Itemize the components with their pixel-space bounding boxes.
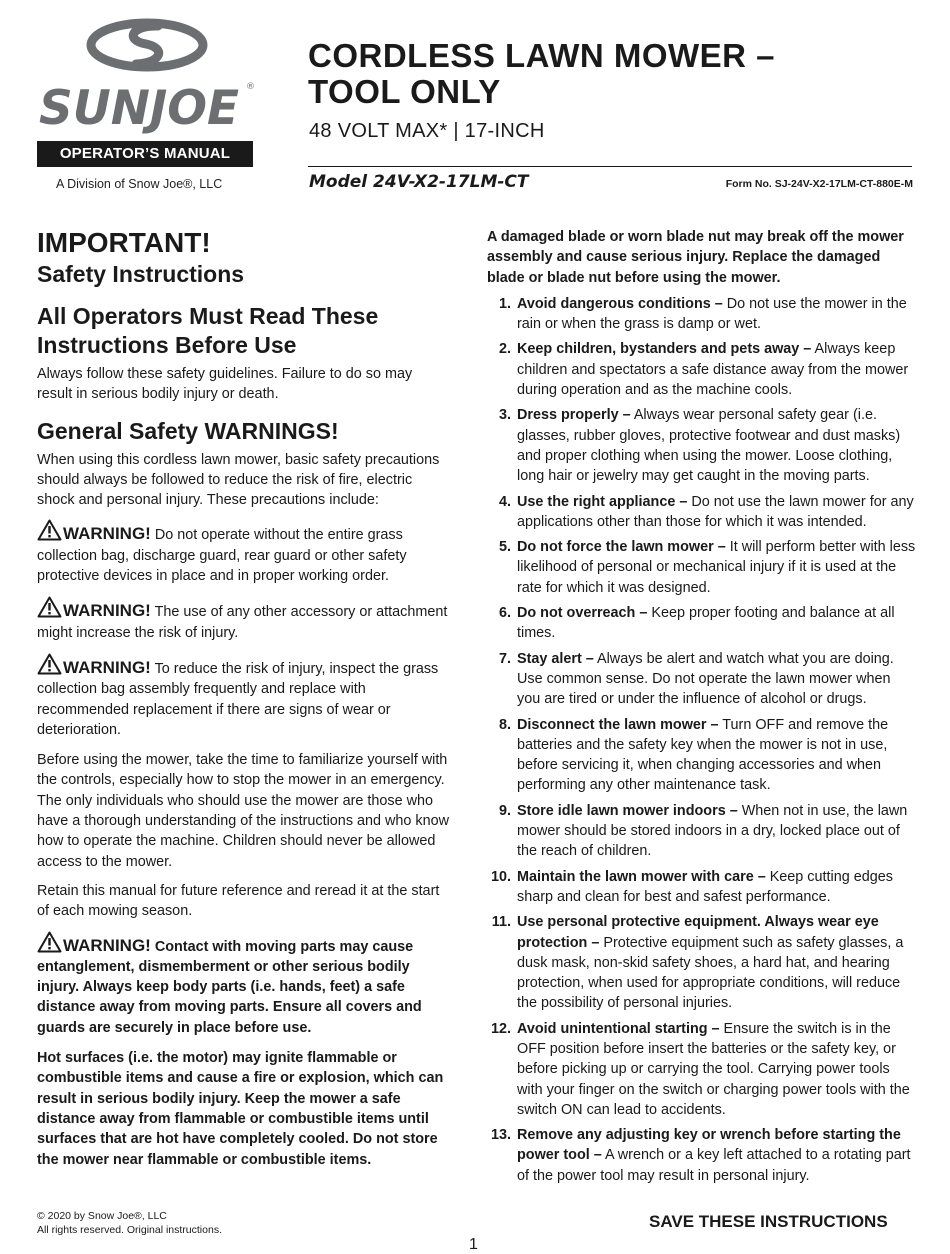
item-title: Do not force the lawn mower – <box>517 539 726 556</box>
warning-label: WARNING! <box>63 524 151 544</box>
item-title: Use personal protective equipment. Always wear eye protection – <box>517 914 879 951</box>
item-text: Protective equipment such as safety glasses, a dusk mask, non-skid safety shoes, a hard hat, and hearing protection, when used for appropriate conditions, will reduce the possibility of personal injuries. <box>517 934 904 1012</box>
item-text: Do not use the lawn mower for any applications other than those for which it was intended. <box>517 493 914 530</box>
item-number: 2. <box>498 341 511 358</box>
item-number: 13. <box>490 1127 511 1144</box>
document-subtitle: 48 VOLT MAX* | 17-INCH <box>309 120 545 142</box>
rights-line: All rights reserved. Original instructions. <box>37 1224 222 1236</box>
item-number: 7. <box>498 650 511 667</box>
document-title <box>308 38 868 110</box>
item-text: Always keep children and spectators a safe distance away from the mower during operation and as the machine cools. <box>517 341 909 399</box>
general-warnings-heading: General Safety WARNINGS! <box>37 417 339 444</box>
warning-triangle-icon <box>37 653 62 675</box>
item-text: Keep cutting edges sharp and clean for best and safest performance. <box>517 868 893 905</box>
item-title: Store idle lawn mower indoors – <box>517 802 738 819</box>
list-item <box>487 867 917 908</box>
warning-block <box>37 653 449 740</box>
warning-text: Do not operate without the entire grass collection bag, discharge guard, rear guard or other safety protective devices in place and in proper working order. <box>37 527 407 585</box>
list-item <box>487 801 917 862</box>
item-number: 12. <box>490 1020 511 1037</box>
item-text: When not in use, the lawn mower should be stored indoors in a dry, locked place out of the reach of children. <box>517 802 908 860</box>
damaged-blade-text: A damaged blade or worn blade nut may break off the mower assembly and cause serious injury. Replace the damaged blade or blade nut before using the mower. <box>487 229 904 286</box>
list-item <box>487 715 917 796</box>
all-operators-heading: All Operators Must Read These Instructions Before Use <box>37 303 379 358</box>
item-text: Always be alert and watch what you are doing. Use common sense. Do not operate the lawn mower when you are tired or under the influence of alcohol or drugs. <box>517 650 894 708</box>
item-number: 9. <box>498 802 511 819</box>
list-item <box>487 912 917 1013</box>
safety-instructions-heading: Safety Instructions <box>37 261 245 287</box>
safety-list <box>487 294 917 1186</box>
before-using-text: Before using the mower, take the time to familiarize yourself with the controls, especially how to stop the mower in an emergency. The only individuals who should use the mower are those who have a thorough understanding of the instructions and who know how to operate the machine. Children should never be allowed access to the mower. <box>37 752 450 870</box>
item-title: Stay alert – <box>517 650 594 667</box>
sunjoe-logo <box>36 16 258 134</box>
item-text: Do not use the mower in the rain or when the grass is damp or wet. <box>517 295 907 333</box>
warning-triangle-icon <box>37 596 62 618</box>
page-number: 1 <box>469 1236 478 1253</box>
list-item <box>487 339 917 400</box>
warning-block <box>37 931 449 1038</box>
item-title: Avoid unintentional starting – <box>517 1020 720 1037</box>
list-item <box>487 492 917 533</box>
item-title: Maintain the lawn mower with care – <box>517 868 766 885</box>
general-intro-text: When using this cordless lawn mower, basic safety precautions should always be followed to reduce the risk of fire, electric shock and personal injury. These precautions include: <box>37 451 440 509</box>
form-number: Form No. SJ-24V-X2-17LM-CT-880E-M <box>725 178 913 190</box>
item-number: 6. <box>498 605 511 622</box>
sunjoe-swirl-icon <box>91 23 203 67</box>
item-title: Dress properly – <box>517 407 631 424</box>
item-number: 10. <box>490 868 511 885</box>
retain-manual-text: Retain this manual for future reference and reread it at the start of each mowing season. <box>37 882 440 920</box>
warning-triangle-icon <box>37 519 62 541</box>
division-text: A Division of Snow Joe®, LLC <box>56 177 223 191</box>
copyright-notice <box>37 1209 222 1237</box>
logo-wordmark: SUNJOE <box>39 81 239 134</box>
warning-block <box>37 519 449 586</box>
list-item <box>487 603 917 644</box>
left-column <box>37 226 449 1179</box>
warning-block <box>37 596 449 643</box>
item-number: 8. <box>498 716 511 733</box>
warning-label: WARNING! <box>63 657 151 677</box>
item-number: 1. <box>498 295 511 312</box>
follow-guidelines-text: Always follow these safety guidelines. Failure to do so may result in serious bodily injury or death. <box>37 366 413 403</box>
warning-label: WARNING! <box>63 935 151 955</box>
item-title: Remove any adjusting key or wrench before starting the power tool – <box>517 1127 901 1164</box>
operators-manual-label: OPERATOR’S MANUAL <box>37 141 253 167</box>
warning-text: The use of any other accessory or attachment might increase the risk of injury. <box>37 604 448 641</box>
item-title: Keep children, bystanders and pets away – <box>517 341 812 358</box>
list-item <box>487 405 917 486</box>
header-divider <box>308 166 912 167</box>
list-item <box>487 1125 917 1186</box>
logo-registered: ® <box>246 82 255 92</box>
list-item <box>487 537 917 598</box>
model-number: Model 24V-X2-17LM-CT <box>309 172 529 192</box>
item-text: Keep proper footing and balance at all times. <box>517 605 895 642</box>
warning-text: Contact with moving parts may cause entanglement, dismemberment or other serious bodily injury. Always keep body parts (i.e. hands, feet) a safe distance away from moving parts. Ensure all covers and guards are securely in place before use. <box>37 938 422 1036</box>
warning-label: WARNING! <box>63 601 151 621</box>
item-title: Avoid dangerous conditions – <box>517 295 723 312</box>
important-heading: IMPORTANT! <box>37 227 211 258</box>
warning-text: To reduce the risk of injury, inspect the grass collection bag assembly frequently and replace with recommended replacement if there are signs of wear or deterioration. <box>37 660 439 738</box>
item-number: 3. <box>498 407 511 424</box>
item-text: Always wear personal safety gear (i.e. glasses, rubber gloves, protective footwear and dust masks) and proper clothing when using the mower. Loose clothing, long hair or jewelry may get caught in the moving parts. <box>517 407 901 485</box>
item-number: 5. <box>498 539 511 556</box>
item-title: Do not overreach – <box>517 605 648 622</box>
list-item <box>487 649 917 710</box>
list-item <box>487 1019 917 1120</box>
item-title: Use the right appliance – <box>517 493 688 510</box>
item-text: A wrench or a key left attached to a rotating part of the power tool may result in personal injury. <box>517 1147 911 1184</box>
item-text: It will perform better with less likelihood of personal or mechanical injury if it is used at the rate for which it was designed. <box>517 539 916 596</box>
item-text: Turn OFF and remove the batteries and the safety key when the mower is not in use, before servicing it, when changing accessories and when performing any other maintenance task. <box>517 716 889 794</box>
title-line: CORDLESS LAWN MOWER – TOOL ONLY <box>308 37 776 110</box>
save-instructions-footer: SAVE THESE INSTRUCTIONS <box>649 1212 888 1231</box>
hot-surfaces-text: Hot surfaces (i.e. the motor) may ignite flammable or combustible items and cause a fire or explosion, which can result in serious bodily injury. Keep the mower a safe distance away from flammable or combustible items until surfaces that are hot have completely cooled. Do not store the mower near flammable or combustible items. <box>37 1050 444 1168</box>
list-item <box>487 294 917 335</box>
item-number: 11. <box>491 914 511 931</box>
item-number: 4. <box>498 493 511 510</box>
copyright-line: © 2020 by Snow Joe®, LLC <box>37 1210 167 1222</box>
right-column <box>487 227 917 1191</box>
item-text: Ensure the switch is in the OFF position before insert the batteries or the safety key, or before picking up or carrying the tool. Carrying power tools with your finger on the switch or charging power tools with the switch ON can lead to accidents. <box>517 1020 910 1118</box>
warning-triangle-icon <box>37 931 62 953</box>
item-title: Disconnect the lawn mower – <box>517 716 719 733</box>
